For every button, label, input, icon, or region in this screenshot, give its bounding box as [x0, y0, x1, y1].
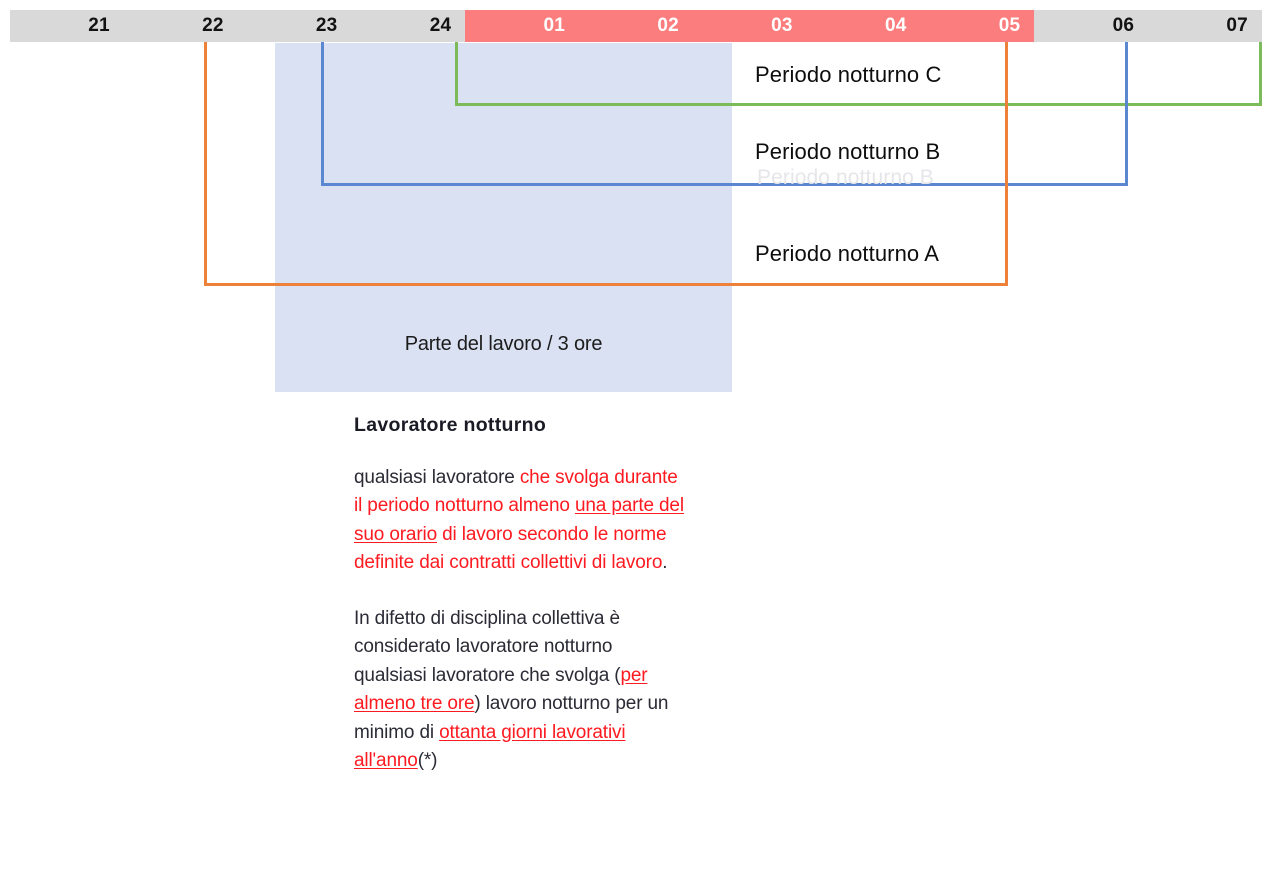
hour-cell-23 — [238, 10, 352, 42]
def-p2-seg3: ) lavoro notturno per un minimo di — [354, 693, 669, 743]
def-p1-seg1: qualsiasi lavoratore — [354, 466, 520, 488]
period-label-c: Periodo notturno C — [755, 62, 942, 87]
hour-label: 02 — [657, 15, 679, 36]
period-label-a: Periodo notturno A — [755, 241, 940, 266]
def-p1-seg5: . — [662, 552, 668, 573]
hour-cell-07 — [1148, 10, 1262, 42]
hour-label: 01 — [543, 15, 566, 36]
period-label-b: Periodo notturno B — [755, 139, 941, 164]
def-p1-seg2: che svolga durante il periodo notturno almeno — [354, 466, 678, 516]
period-label-b-ghost: Periodo notturno B — [757, 166, 934, 189]
def-p2-seg4: ottanta giorni lavorativi all'anno — [354, 721, 626, 771]
def-p1-seg4: di lavoro secondo le norme definite dai contratti collettivi di lavoro — [354, 523, 667, 573]
hour-cell-02 — [579, 10, 693, 42]
hour-cell-06 — [1034, 10, 1148, 42]
definition-paragraph-2 — [354, 605, 684, 776]
def-p2-seg2: per almeno tre ore — [354, 664, 648, 714]
def-p2-seg5: (*) — [417, 750, 438, 771]
definition-paragraph-1 — [354, 464, 684, 578]
hour-label: 04 — [884, 15, 907, 36]
def-p2-seg1: In difetto di disciplina collettiva è considerato lavoratore notturno qualsiasi lavoratore che svolga ( — [354, 607, 621, 686]
hour-label: 24 — [429, 15, 452, 36]
work-block-label: Parte del lavoro / 3 ore — [404, 333, 603, 355]
definition-heading: Lavoratore notturno — [354, 414, 547, 436]
hour-label: 07 — [1226, 15, 1248, 36]
hour-cell-24 — [351, 10, 465, 42]
hour-label: 22 — [202, 15, 224, 36]
hour-cell-22 — [124, 10, 238, 42]
hour-cell-05 — [921, 10, 1035, 42]
hour-label: 05 — [998, 15, 1021, 36]
def-p1-seg3: una parte del suo orario — [354, 495, 684, 545]
definition-block — [354, 411, 684, 776]
hour-label: 23 — [315, 15, 338, 36]
hour-cell-04 — [807, 10, 921, 42]
hour-label: 06 — [1112, 15, 1135, 36]
hour-cell-21 — [10, 10, 124, 42]
hour-ruler — [10, 10, 1262, 42]
hour-cell-03 — [693, 10, 807, 42]
hour-label: 21 — [88, 15, 110, 36]
hour-cell-01 — [465, 10, 579, 42]
hour-label: 03 — [771, 15, 793, 36]
